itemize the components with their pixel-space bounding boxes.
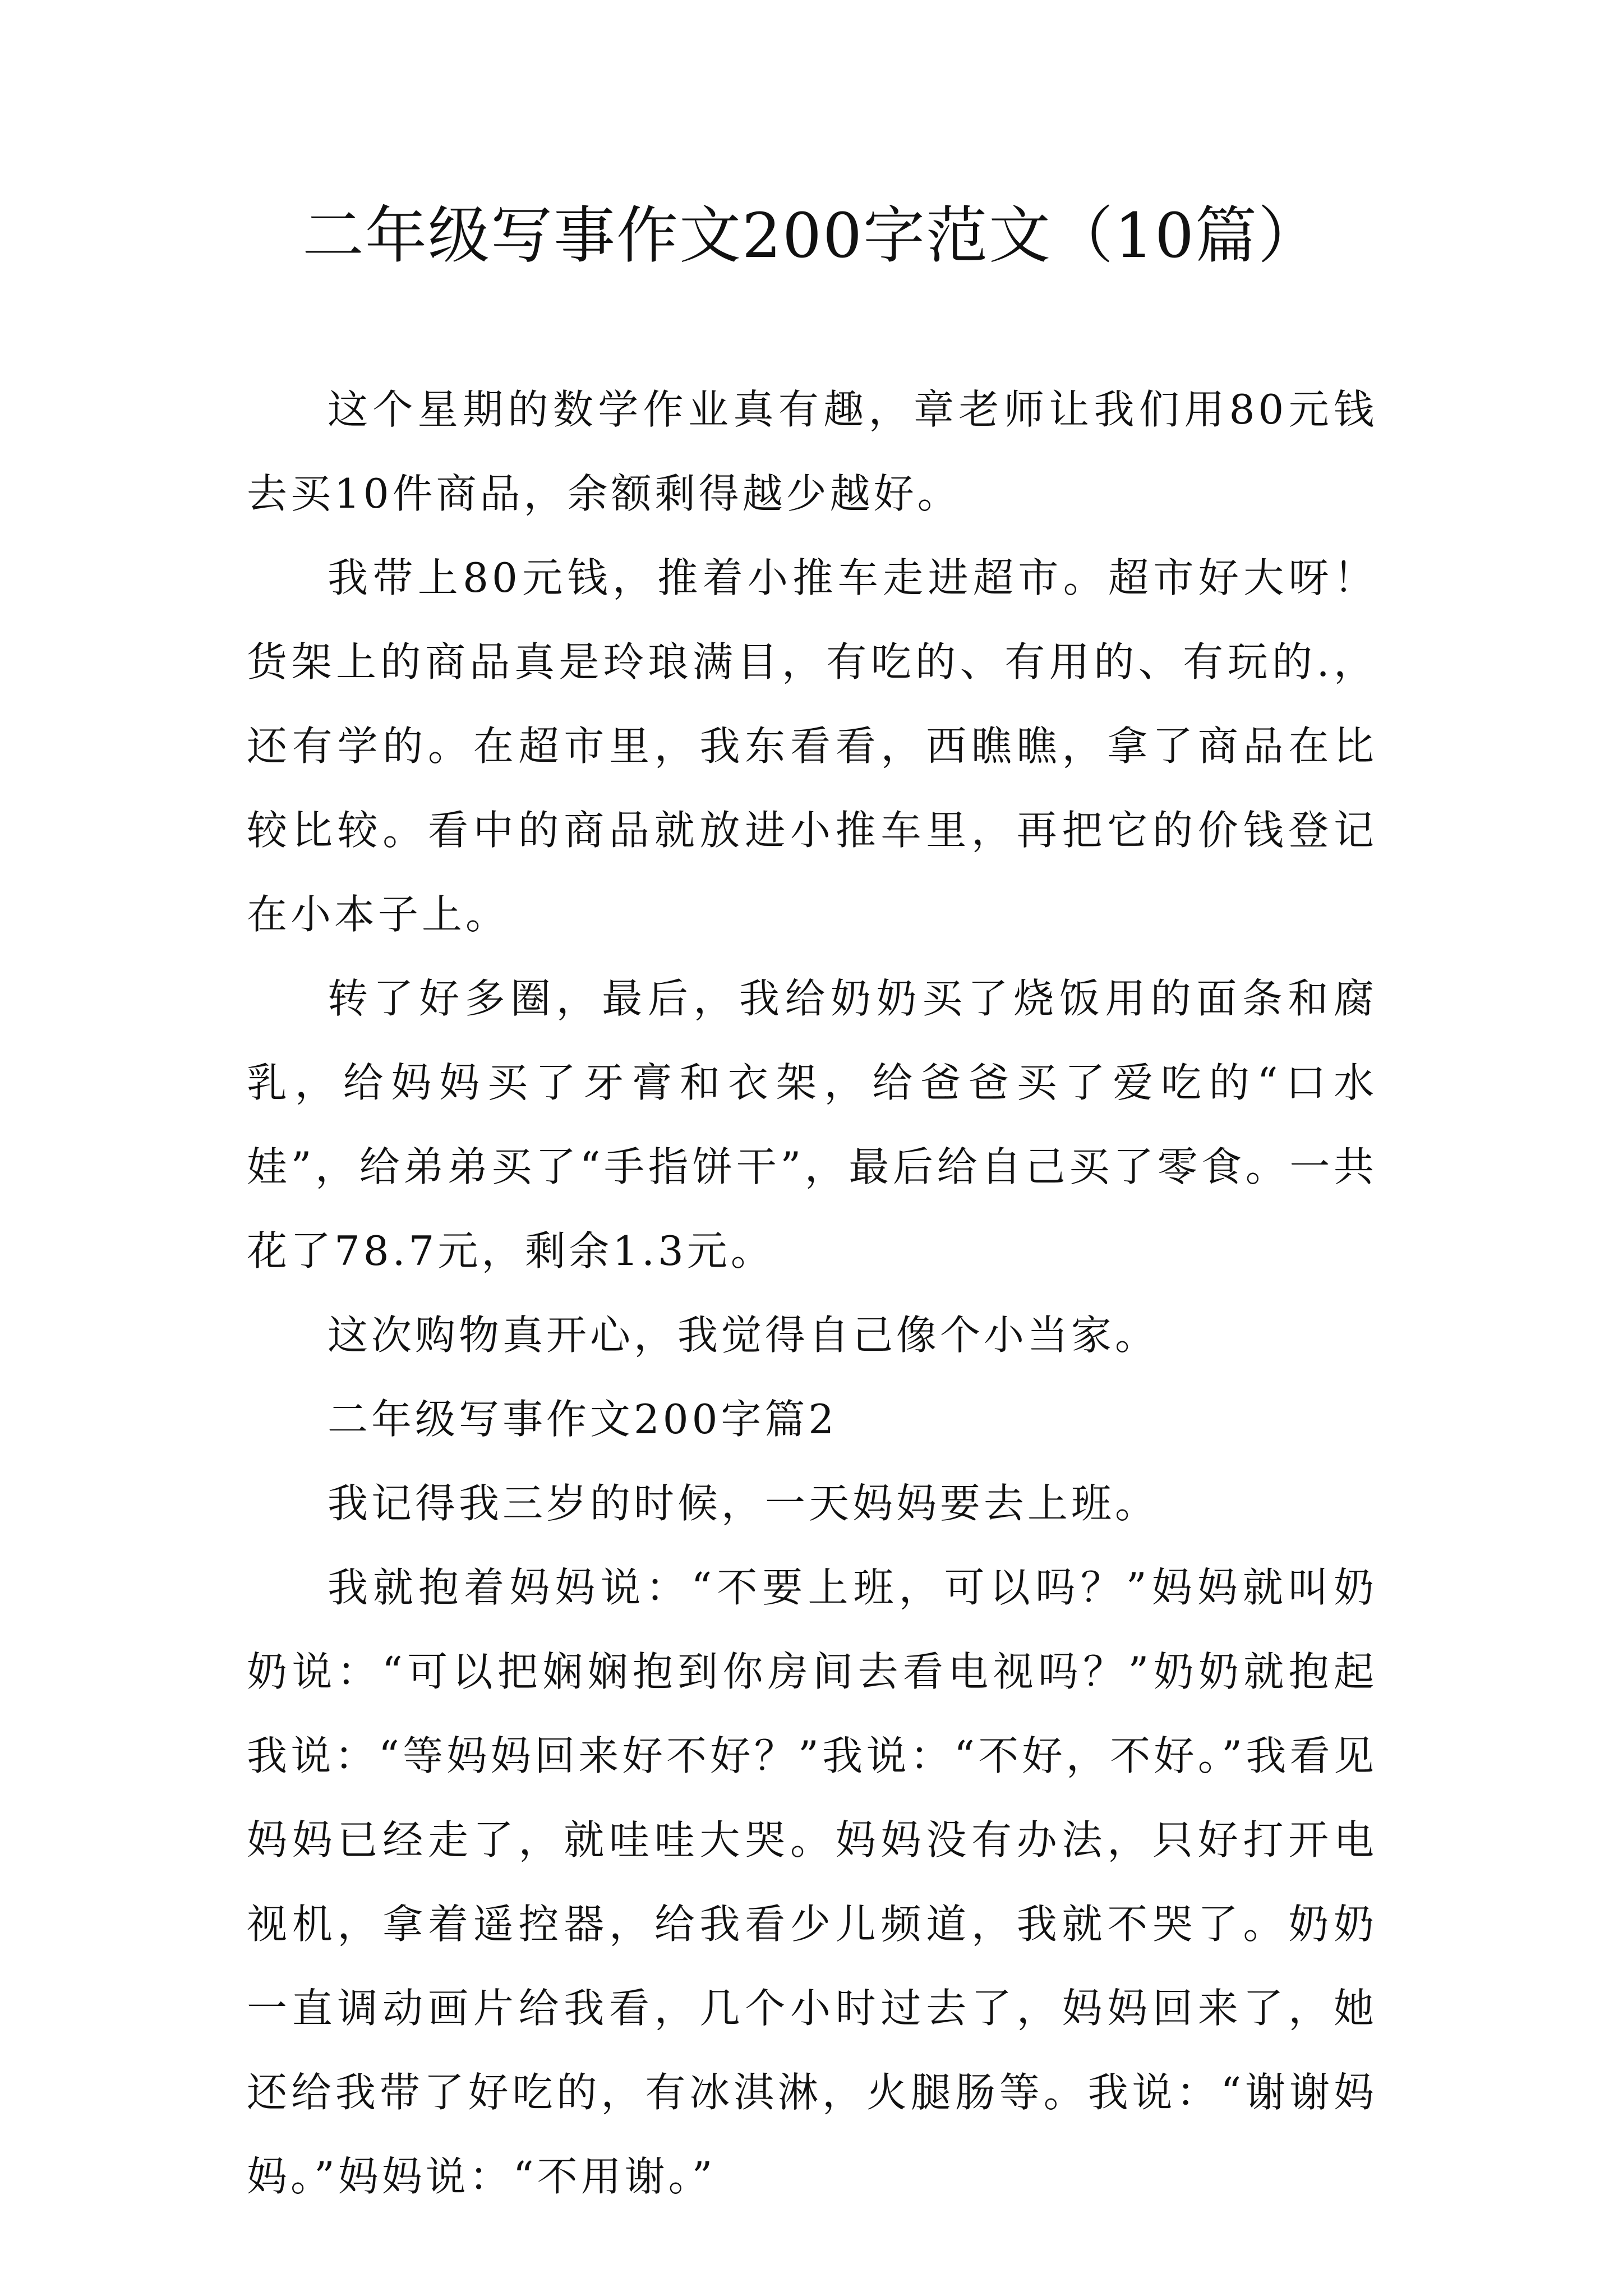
paragraph: 我就抱着妈妈说：“不要上班，可以吗？”妈妈就叫奶奶说：“可以把娴娴抱到你房间去看电视吗？”奶奶就抱起我说：“等妈妈回来好不好？”我说：“不好，不好。”我看见妈妈已经走了，就哇哇大哭。妈妈没有办法，只好打开电视机，拿着遥控器，给我看少儿频道，我就不哭了。奶奶一直调动画片给我看，几个小时过去了，妈妈回来了，她还给我带了好吃的，有冰淇淋，火腿肠等。我说：“谢谢妈妈。”妈妈说：“不用谢。” (247, 1564, 1377, 2200)
section-heading: 二年级写事作文200字篇2 (328, 1396, 838, 1443)
document-title: 二年级写事作文200字范文（10篇） (302, 200, 1321, 272)
paragraph: 这个星期的数学作业真有趣，章老师让我们用80元钱去买10件商品，余额剩得越少越好。 (247, 386, 1377, 517)
paragraph: 我记得我三岁的时候，一天妈妈要去上班。 (328, 1480, 1159, 1527)
paragraph: 我带上80元钱，推着小推车走进超市。超市好大呀！货架上的商品真是玲琅满目，有吃的、有用的、有玩的.，还有学的。在超市里，我东看看，西瞧瞧，拿了商品在比较比较。看中的商品就放进小推车里，再把它的价钱登记在小本子上。 (247, 554, 1377, 938)
paragraph: 这次购物真开心，我觉得自己像个小当家。 (328, 1312, 1159, 1359)
document-body (247, 367, 1377, 2219)
paragraph: 转了好多圈，最后，我给奶奶买了烧饭用的面条和腐乳，给妈妈买了牙膏和衣架，给爸爸买了爱吃的“口水娃”，给弟弟买了“手指饼干”，最后给自己买了零食。一共花了78.7元，剩余1.3元。 (247, 975, 1377, 1274)
